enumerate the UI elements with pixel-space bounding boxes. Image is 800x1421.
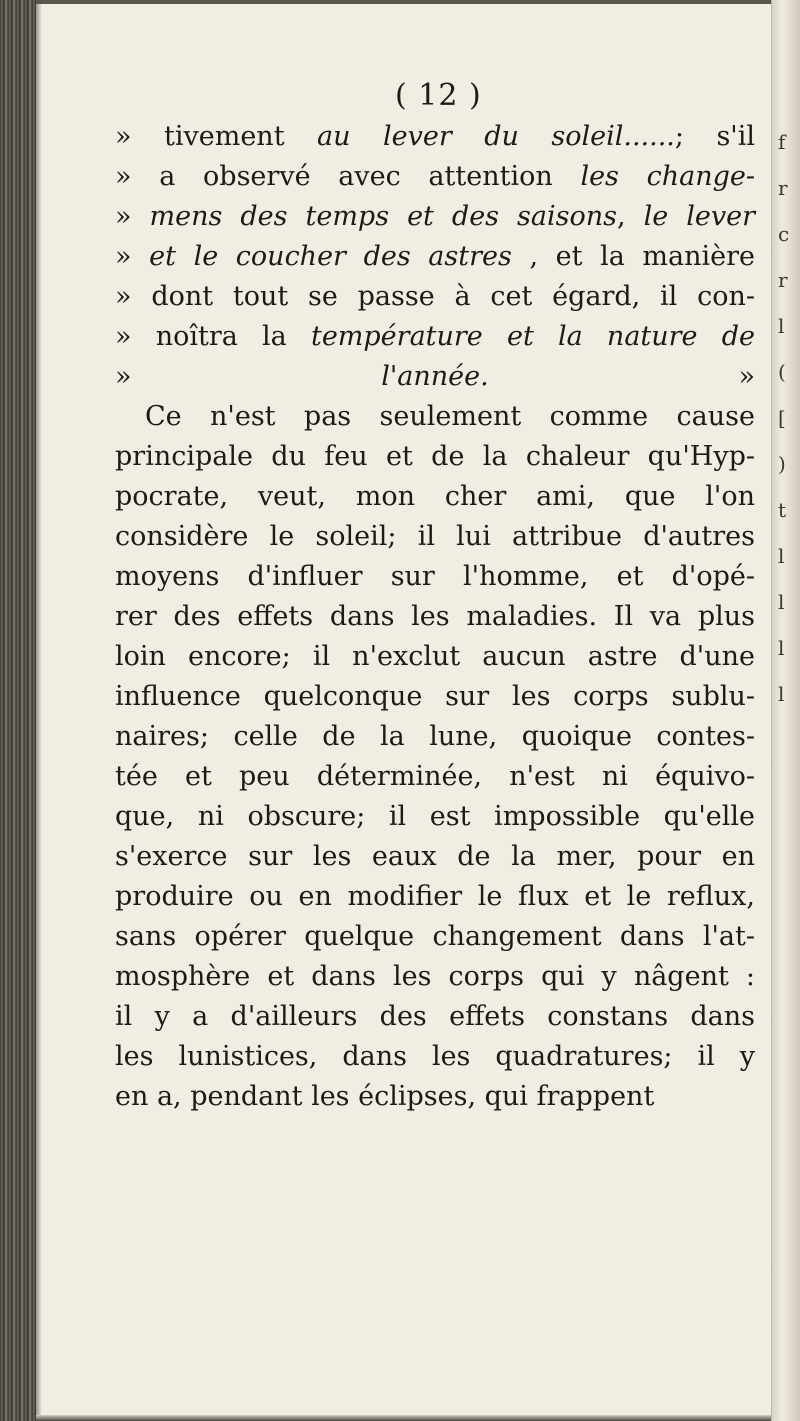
text-line bbox=[115, 157, 755, 197]
text-run: sans opérer quelque changement dans l'at- bbox=[115, 921, 755, 952]
text-run: principale du feu et de la chaleur qu'Hyp- bbox=[115, 441, 755, 472]
adjacent-page-glyph: l bbox=[778, 590, 785, 614]
text-line bbox=[115, 557, 755, 597]
text-line bbox=[115, 717, 755, 757]
book-binding bbox=[0, 0, 36, 1421]
adjacent-page-glyph: f bbox=[778, 130, 786, 154]
bottom-edge bbox=[36, 1415, 772, 1421]
text-run: mosphère et dans les corps qui y nâgent : bbox=[115, 961, 755, 992]
italic-text: au lever du soleil...... bbox=[317, 121, 675, 152]
page-number: ( 12 ) bbox=[395, 78, 482, 113]
adjacent-page-edge bbox=[771, 0, 800, 1421]
text-run: ; s'il bbox=[674, 121, 755, 152]
text-run: , et la manière bbox=[511, 241, 756, 272]
text-run: loin encore; il n'exclut aucun astre d'une bbox=[115, 641, 755, 672]
text-run: il y a d'ailleurs des effets constans dans bbox=[115, 1001, 755, 1032]
text-line bbox=[115, 197, 755, 237]
adjacent-page-glyph: l bbox=[778, 682, 785, 706]
text-line bbox=[115, 1037, 755, 1077]
quote-mark: » bbox=[115, 361, 382, 392]
text-run: s'exerce sur les eaux de la mer, pour en bbox=[115, 841, 755, 872]
text-run: naires; celle de la lune, quoique contes- bbox=[115, 721, 755, 752]
text-line bbox=[115, 397, 755, 437]
text-line bbox=[115, 1077, 755, 1117]
adjacent-page-glyph: r bbox=[778, 268, 788, 292]
text-line bbox=[115, 837, 755, 877]
text-run: considère le soleil; il lui attribue d'autres bbox=[115, 521, 755, 552]
text-line bbox=[115, 117, 755, 157]
italic-text: température et la nature de bbox=[310, 321, 755, 352]
quote-mark: » bbox=[115, 321, 156, 352]
text-line bbox=[115, 277, 755, 317]
adjacent-page-glyph: [ bbox=[778, 406, 786, 430]
text-line bbox=[115, 677, 755, 717]
italic-text: le lever bbox=[643, 201, 755, 232]
text-run: tivement bbox=[164, 121, 318, 152]
text-line bbox=[115, 917, 755, 957]
text-line bbox=[115, 357, 755, 397]
text-run: produire ou en modifier le flux et le reflux, bbox=[115, 881, 755, 912]
adjacent-page-glyph: r bbox=[778, 176, 788, 200]
quote-mark: » bbox=[115, 201, 150, 232]
quote-mark: » bbox=[115, 241, 150, 272]
text-line bbox=[115, 237, 755, 277]
text-run: en a, pendant les éclipses, qui frappent bbox=[115, 1081, 655, 1112]
text-line bbox=[115, 957, 755, 997]
text-line bbox=[115, 437, 755, 477]
text-run: noîtra la bbox=[155, 321, 311, 352]
quote-mark: » bbox=[115, 161, 160, 192]
adjacent-page-glyph: l bbox=[778, 636, 785, 660]
text-run: pocrate, veut, mon cher ami, que l'on bbox=[115, 481, 755, 512]
italic-text: l'année. bbox=[381, 361, 489, 392]
italic-text: mens des temps et des saisons bbox=[149, 201, 617, 232]
adjacent-page-glyph: ( bbox=[778, 360, 786, 384]
quote-mark: » bbox=[115, 121, 164, 152]
text-run: tée et peu déterminée, n'est ni équivo- bbox=[115, 761, 755, 792]
text-line bbox=[115, 877, 755, 917]
quote-mark: » bbox=[115, 281, 152, 312]
text-run: que, ni obscure; il est impossible qu'elle bbox=[115, 801, 755, 832]
top-edge bbox=[36, 0, 772, 4]
text-line bbox=[115, 517, 755, 557]
text-line bbox=[115, 597, 755, 637]
text-run: a observé avec attention bbox=[159, 161, 581, 192]
text-line bbox=[115, 757, 755, 797]
text-line bbox=[115, 477, 755, 517]
italic-text: et le coucher des astres bbox=[149, 241, 512, 272]
text-line bbox=[115, 997, 755, 1037]
text-line bbox=[115, 637, 755, 677]
adjacent-page-glyph: ) bbox=[778, 452, 786, 476]
adjacent-page-glyph: t bbox=[778, 498, 787, 522]
text-run: » bbox=[488, 361, 755, 392]
text-line bbox=[115, 797, 755, 837]
text-run: les lunistices, dans les quadratures; il y bbox=[115, 1041, 755, 1072]
text-line bbox=[115, 317, 755, 357]
text-run: moyens d'influer sur l'homme, et d'opé- bbox=[115, 561, 755, 592]
italic-text: les change- bbox=[580, 161, 755, 192]
text-run: influence quelconque sur les corps sublu- bbox=[115, 681, 755, 712]
text-run: , bbox=[617, 201, 644, 232]
adjacent-page-glyph: c bbox=[778, 222, 790, 246]
adjacent-page-glyph: l bbox=[778, 314, 785, 338]
text-run: dont tout se passe à cet égard, il con- bbox=[151, 281, 755, 312]
text-run: Ce n'est pas seulement comme cause bbox=[145, 401, 755, 432]
text-run: rer des effets dans les maladies. Il va plus bbox=[115, 601, 755, 632]
adjacent-page-glyph: l bbox=[778, 544, 785, 568]
